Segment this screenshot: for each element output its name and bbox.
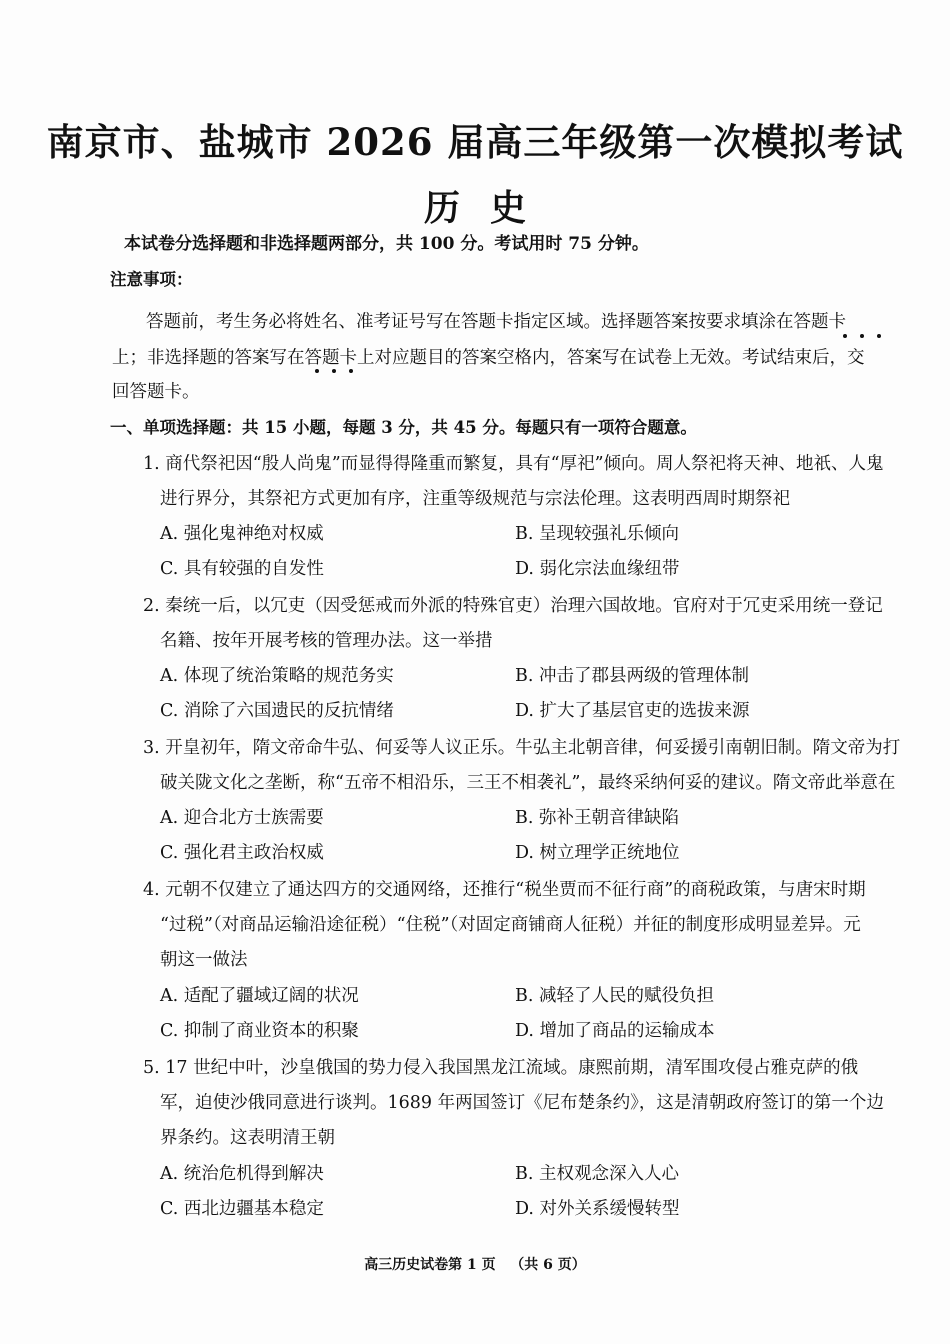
page-footer: 高三历史试卷第 1 页 （共 6 页） <box>364 1257 586 1273</box>
emphasis-dot <box>315 369 319 373</box>
question-4-option-c: C. 抑制了商业资本的积聚 <box>160 1021 359 1041</box>
exam-title: 南京市、盐城市 2026 届高三年级第一次模拟考试 <box>46 120 904 164</box>
question-1-option-a: A. 强化鬼神绝对权威 <box>160 524 324 544</box>
question-5-option-a: A. 统治危机得到解决 <box>160 1164 324 1184</box>
question-5-option-c: C. 西北边疆基本稳定 <box>160 1199 324 1219</box>
question-3-option-d: D. 树立理学正统地位 <box>515 843 680 863</box>
notice-line: 答题前，考生务必将姓名、准考证号写在答题卡指定区域。选择题答案按要求填涂在答题卡 <box>146 312 846 332</box>
question-3-stem: 3. 开皇初年，隋文帝命牛弘、何妥等人议正乐。牛弘主北朝音律，何妥援引南朝旧制。隋文帝为打 <box>143 738 901 758</box>
notice-line: 上；非选择题的答案写在答题卡上对应题目的答案空格内，答案写在试卷上无效。考试结束后，交 <box>112 348 865 368</box>
question-4-option-a: A. 适配了疆域辽阔的状况 <box>160 986 359 1006</box>
emphasis-dot <box>860 334 864 338</box>
question-5-option-b: B. 主权观念深入人心 <box>515 1164 679 1184</box>
notice-label: 注意事项： <box>110 270 193 289</box>
notice-line: 回答题卡。 <box>112 382 200 402</box>
question-3-option-b: B. 弥补王朝音律缺陷 <box>515 808 679 828</box>
question-1-option-d: D. 弱化宗法血缘纽带 <box>515 559 680 579</box>
question-2-option-b: B. 冲击了郡县两级的管理体制 <box>515 666 749 686</box>
question-1-option-c: C. 具有较强的自发性 <box>160 559 324 579</box>
emphasis-dot <box>877 334 881 338</box>
question-2-option-a: A. 体现了统治策略的规范务实 <box>160 666 394 686</box>
question-1-stem: 1. 商代祭祀因“殷人尚鬼”而显得得隆重而繁复，具有“厚祀”倾向。周人祭祀将天神、地祇、人鬼 <box>143 454 884 474</box>
question-4-option-b: B. 减轻了人民的赋役负担 <box>515 986 714 1006</box>
question-4-option-d: D. 增加了商品的运输成本 <box>515 1021 715 1041</box>
question-5-stem: 军，迫使沙俄同意进行谈判。1689 年两国签订《尼布楚条约》，这是清朝政府签订的第一个边 <box>160 1093 884 1113</box>
question-1-option-b: B. 呈现较强礼乐倾向 <box>515 524 679 544</box>
question-4-stem: 朝这一做法 <box>160 950 248 970</box>
question-2-stem: 名籍、按年开展考核的管理办法。这一举措 <box>160 631 493 651</box>
question-3-option-a: A. 迎合北方士族需要 <box>160 808 324 828</box>
emphasis-dot <box>332 369 336 373</box>
question-5-stem: 5. 17 世纪中叶，沙皇俄国的势力侵入我国黑龙江流域。康熙前期，清军围攻侵占雅克萨的俄 <box>143 1058 859 1078</box>
question-2-stem: 2. 秦统一后，以冗吏（因受惩戒而外派的特殊官吏）治理六国故地。官府对于冗吏采用统一登记 <box>143 596 883 616</box>
emphasis-dot <box>349 369 353 373</box>
exam-intro: 本试卷分选择题和非选择题两部分，共 100 分。考试用时 75 分钟。 <box>124 234 649 254</box>
question-4-stem: “过税”（对商品运输沿途征税）“住税”（对固定商铺商人征税）并征的制度形成明显差异。元 <box>160 915 861 935</box>
emphasis-dot <box>843 334 847 338</box>
subject-title: 历史 <box>423 187 556 229</box>
section-heading: 一、单项选择题：共 15 小题，每题 3 分，共 45 分。每题只有一项符合题意。 <box>110 418 697 437</box>
question-3-stem: 破关陇文化之垄断，称“五帝不相沿乐，三王不相袭礼”，最终采纳何妥的建议。隋文帝此举意在 <box>160 773 896 793</box>
question-2-option-d: D. 扩大了基层官吏的选拔来源 <box>515 701 750 721</box>
question-1-stem: 进行界分，其祭祀方式更加有序，注重等级规范与宗法伦理。这表明西周时期祭祀 <box>160 489 790 509</box>
question-5-stem: 界条约。这表明清王朝 <box>160 1128 335 1148</box>
question-2-option-c: C. 消除了六国遗民的反抗情绪 <box>160 701 394 721</box>
question-3-option-c: C. 强化君主政治权威 <box>160 843 324 863</box>
question-4-stem: 4. 元朝不仅建立了通达四方的交通网络，还推行“税坐贾而不征行商”的商税政策，与唐宋时期 <box>143 880 866 900</box>
question-5-option-d: D. 对外关系缓慢转型 <box>515 1199 680 1219</box>
